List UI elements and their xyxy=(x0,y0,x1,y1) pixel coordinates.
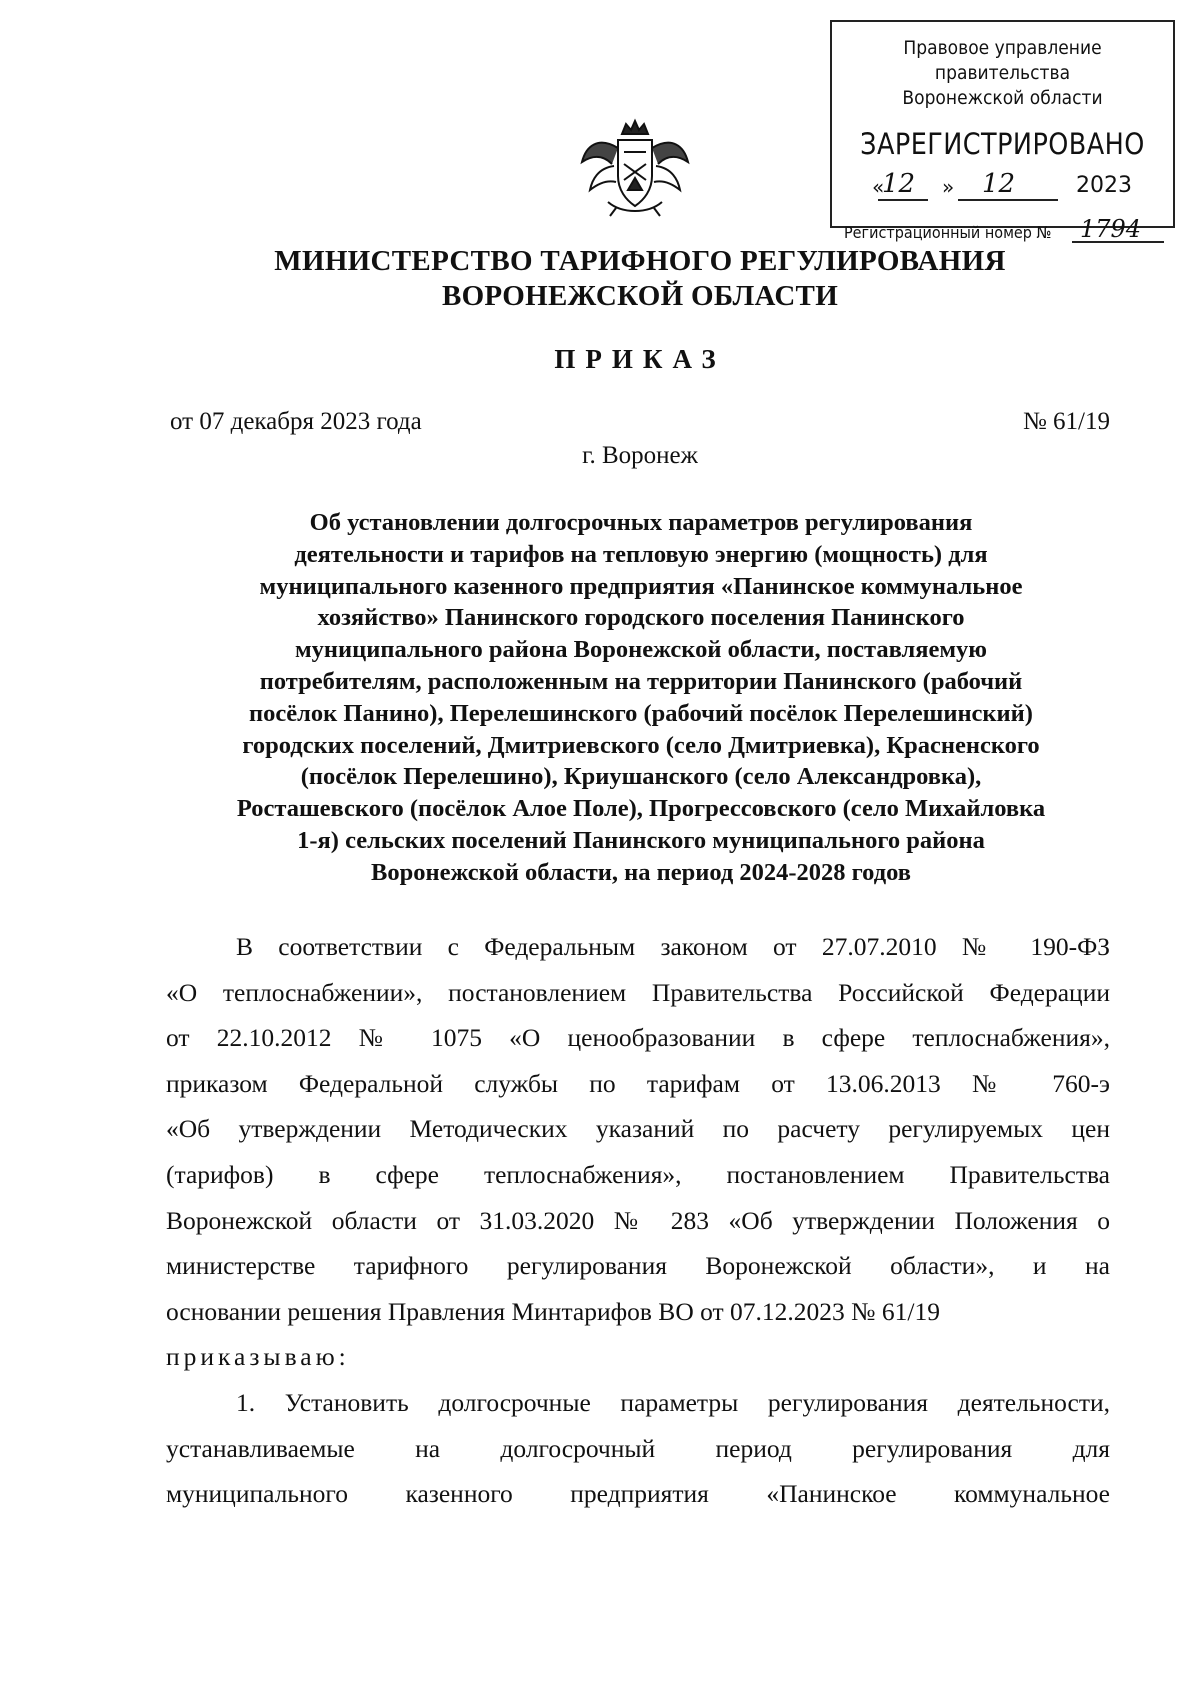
ministry-line1: МИНИСТЕРСТВО ТАРИФНОГО РЕГУЛИРОВАНИЯ xyxy=(274,245,1006,277)
subject-line: 1-я) сельских поселений Панинского муниципального района xyxy=(297,826,985,854)
preamble-line: от 22.10.2012 № 1075 «О ценообразовании в сфере теплоснабжения», xyxy=(166,1023,1110,1053)
stamp-org-line2: Воронежской области xyxy=(902,87,1103,109)
item1-line: устанавливаемые на долгосрочный период регулирования для xyxy=(166,1433,1110,1463)
document-body xyxy=(166,924,1110,1517)
item1-line: 1. Установить долгосрочные параметры регулирования деятельности, xyxy=(236,1387,1110,1417)
stamp-year: 2023 xyxy=(1076,173,1132,198)
preamble-line: приказом Федеральной службы по тарифам от 13.06.2013 № 760-э xyxy=(166,1068,1110,1098)
order-word: приказываю: xyxy=(166,1342,350,1372)
stamp-status: ЗАРЕГИСТРИРОВАНО xyxy=(860,127,1145,161)
subject-line: хозяйство» Панинского городского поселения Панинского xyxy=(317,604,965,632)
subject-line: муниципального района Воронежской области, поставляемую xyxy=(294,636,988,664)
preamble-line: «Об утверждении Методических указаний по расчету регулируемых цен xyxy=(166,1114,1110,1144)
subject-line: Воронежской области, на период 2024-2028 годов xyxy=(371,858,911,886)
subject-line: посёлок Панино), Перелешинского (рабочий посёлок Перелешинский) xyxy=(249,699,1033,727)
subject-line: Росташевского (посёлок Алое Поле), Прогрессовского (село Михайловка xyxy=(236,795,1046,823)
stamp-day: 12 xyxy=(882,169,916,199)
document-type: ПРИКАЗ xyxy=(554,344,726,374)
subject-line: (посёлок Перелешино), Криушанского (село Александровка), xyxy=(300,763,982,791)
ministry-line2: ВОРОНЕЖСКОЙ ОБЛАСТИ xyxy=(441,280,839,312)
preamble-line: министерстве тарифного регулирования Воронежской области», и на xyxy=(166,1251,1110,1281)
preamble-line: основании решения Правления Минтарифов ВО от 07.12.2023 № 61/19 xyxy=(166,1296,940,1326)
stamp-reg-number: 1794 xyxy=(1080,215,1142,243)
document-city: г. Воронеж xyxy=(582,442,698,469)
preamble-line: «О теплоснабжении», постановлением Правительства Российской Федерации xyxy=(166,977,1110,1007)
document-number: № 61/19 xyxy=(1022,408,1110,435)
subject-line: муниципального казенного предприятия «Панинское коммунальное xyxy=(259,572,1023,600)
document-subject xyxy=(166,507,1116,889)
document-date: от 07 декабря 2023 года xyxy=(170,408,422,435)
registration-stamp xyxy=(830,20,1175,243)
preamble-line: (тарифов) в сфере теплоснабжения», постановлением Правительства xyxy=(166,1159,1110,1189)
ministry-name xyxy=(160,244,1120,314)
subject-line: городских поселений, Дмитриевского (село Дмитриевка), Красненского xyxy=(242,731,1040,759)
preamble-line: В соответствии с Федеральным законом от 27.07.2010 № 190-ФЗ xyxy=(236,932,1110,961)
stamp-org-line1: Правовое управление правительства xyxy=(903,37,1102,84)
subject-line: деятельности и тарифов на тепловую энергию (мощность) для xyxy=(294,540,988,568)
stamp-organization xyxy=(849,36,1156,111)
stamp-date: « 12 » 12 2023 xyxy=(872,169,1132,199)
stamp-reg-label: Регистрационный номер № xyxy=(844,223,1052,242)
subject-line: Об установлении долгосрочных параметров регулирования xyxy=(309,509,973,536)
preamble-line: Воронежской области от 31.03.2020 № 283 «Об утверждении Положения о xyxy=(166,1205,1110,1235)
stamp-month: 12 xyxy=(982,169,1016,199)
voronezh-coat-of-arms-icon xyxy=(578,118,692,218)
subject-line: потребителям, расположенным на территории Панинского (рабочий xyxy=(259,667,1023,695)
item1-line: муниципального казенного предприятия «Панинское коммунальное xyxy=(166,1479,1110,1509)
